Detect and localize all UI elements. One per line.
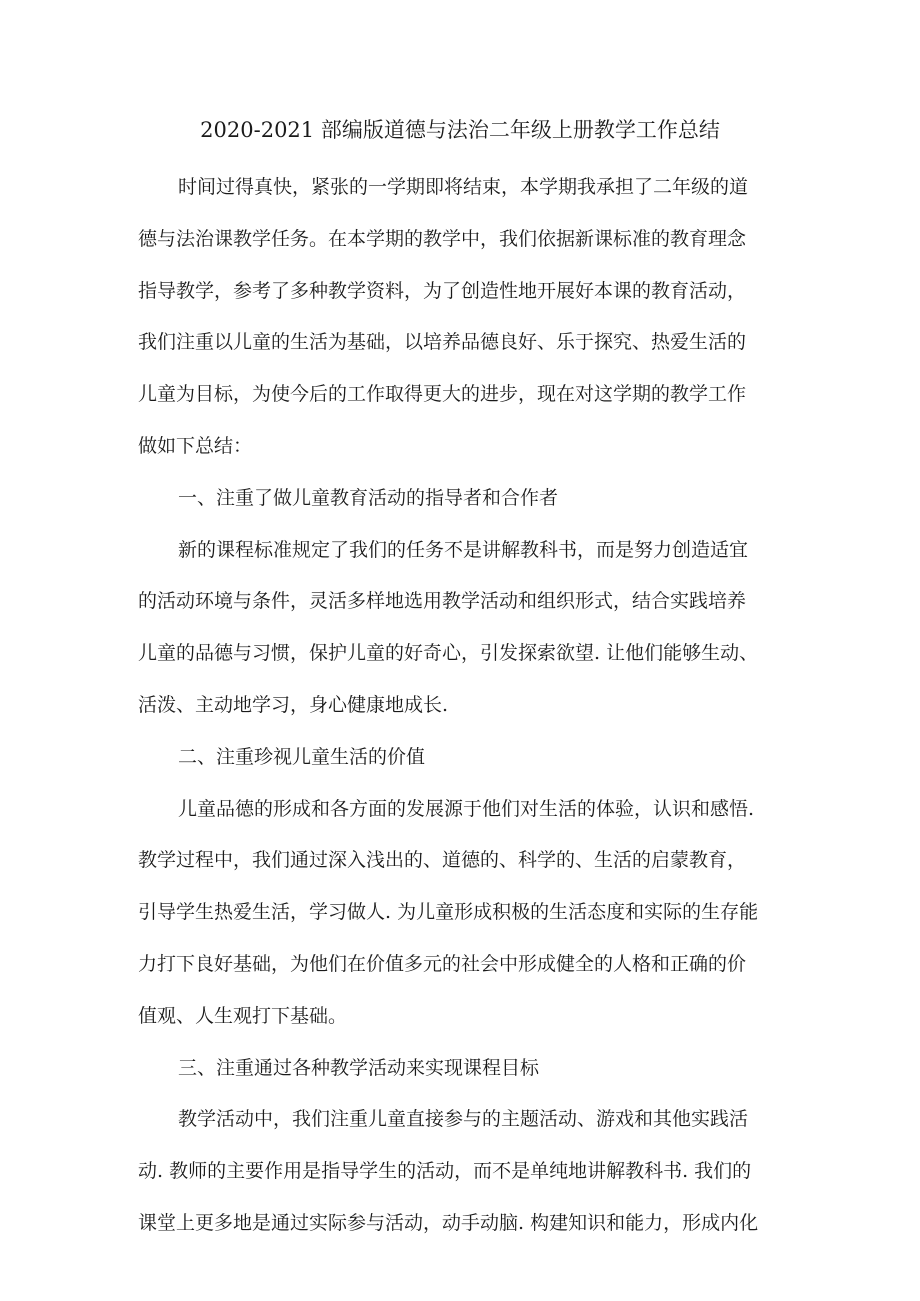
paragraph-line: 引导学生热爱生活，学习做人. 为儿童形成积极的生活态度和实际的生存能 [138,901,759,924]
paragraph-line: 儿童的品德与习惯，保护儿童的好奇心，引发探索欲望. 让他们能够生动、 [138,642,759,665]
paragraph-line: 新的课程标准规定了我们的任务不是讲解教科书，而是努力创造适宜 [178,538,749,561]
section-heading [138,1043,808,1095]
paragraph-line: 儿童为目标，为使今后的工作取得更大的进步，现在对这学期的教学工作 [138,383,747,406]
paragraph-line: 时间过得真快，紧张的一学期即将结束，本学期我承担了二年级的道 [178,176,749,198]
paragraph-line: 动. 教师的主要作用是指导学生的活动，而不是单纯地讲解教科书. 我们的 [138,1160,752,1183]
document-title: 2020-2021 部编版道德与法治二年级上册教学工作总结 [200,118,720,142]
paragraph-line: 做如下总结： [138,434,253,457]
section-heading [138,473,808,525]
section-heading [138,732,808,784]
heading-line: 一、注重了做儿童教育活动的指导者和合作者 [178,486,559,509]
paragraph-line: 儿童品德的形成和各方面的发展源于他们对生活的体验，认识和感悟. [178,797,755,820]
heading-line: 二、注重珍视儿童生活的价值 [178,745,426,768]
document-body [138,162,808,1250]
paragraph-line: 力打下良好基础，为他们在价值多元的社会中形成健全的人格和正确的价 [138,952,747,975]
paragraph-line: 课堂上更多地是通过实际参与活动，动手动脑. 构建知识和能力，形成内化 [138,1211,759,1234]
paragraph-line: 德与法治课教学任务。在本学期的教学中，我们依据新课标准的教育理念 [138,227,747,250]
body-paragraph [138,525,808,732]
paragraph-line: 我们注重以儿童的生活为基础，以培养品德良好、乐于探究、热爱生活的 [138,331,747,354]
body-paragraph [138,162,808,473]
paragraph-line: 值观、人生观打下基础。 [138,1004,348,1027]
paragraph-line: 指导教学，参考了多种教学资料，为了创造性地开展好本课的教育活动， [138,279,747,302]
heading-line: 三、注重通过各种教学活动来实现课程目标 [178,1056,540,1079]
paragraph-line: 活泼、主动地学习，身心健康地成长. [138,693,449,716]
paragraph-line: 教学过程中，我们通过深入浅出的、道德的、科学的、生活的启蒙教育， [138,849,747,872]
body-paragraph [138,784,808,1043]
body-paragraph [138,1094,808,1249]
paragraph-line: 的活动环境与条件，灵活多样地选用教学活动和组织形式，结合实践培养 [138,590,747,613]
paragraph-line: 教学活动中，我们注重儿童直接参与的主题活动、游戏和其他实践活 [178,1108,749,1131]
